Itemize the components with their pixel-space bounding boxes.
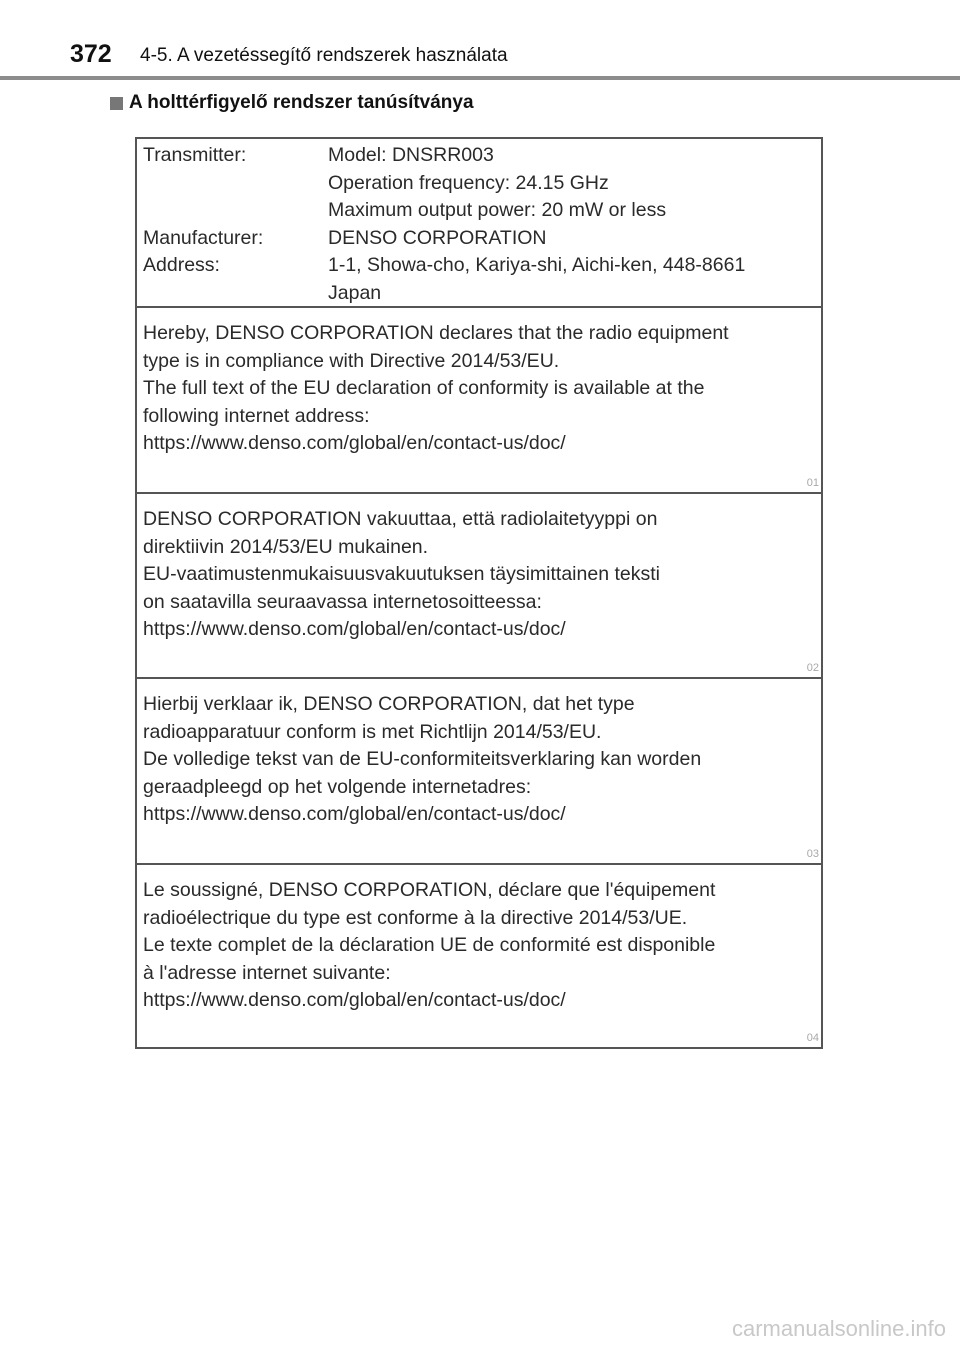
page-number: 372	[70, 40, 112, 68]
declaration-line: https://www.denso.com/global/en/contact-us/doc/	[143, 618, 566, 640]
info-label	[137, 280, 328, 308]
declaration-line: Le soussigné, DENSO CORPORATION, déclare que l'équipement	[143, 879, 716, 901]
declaration-line: DENSO CORPORATION vakuuttaa, että radiolaitetyyppi on	[143, 508, 658, 530]
info-value: 1-1, Showa-cho, Kariya-shi, Aichi-ken, 448-8661	[328, 254, 746, 276]
header-divider	[0, 76, 960, 80]
declaration-line: De volledige tekst van de EU-conformiteitsverklaring kan worden	[143, 748, 702, 770]
info-row	[137, 225, 821, 253]
section-title: A holttérfigyelő rendszer tanúsítványa	[129, 92, 474, 113]
info-value: Japan	[328, 281, 382, 304]
section-heading	[110, 92, 474, 114]
section-code: 02	[806, 662, 819, 674]
declaration-french	[137, 865, 821, 1047]
declaration-text	[137, 679, 821, 829]
declaration-text	[137, 494, 821, 644]
declaration-line: radioapparatuur conform is met Richtlijn 2014/53/EU.	[143, 720, 602, 743]
declaration-line: on saatavilla seuraavassa internetosoitteessa:	[143, 590, 542, 613]
declaration-line: https://www.denso.com/global/en/contact-us/doc/	[143, 432, 566, 454]
declaration-text	[137, 308, 821, 458]
declaration-line: https://www.denso.com/global/en/contact-us/doc/	[143, 989, 566, 1011]
info-row	[137, 142, 821, 170]
declaration-dutch	[137, 679, 821, 865]
info-label	[137, 170, 328, 198]
square-bullet-icon	[110, 97, 123, 110]
declaration-line: Hierbij verklaar ik, DENSO CORPORATION, dat het type	[143, 693, 635, 715]
watermark: carmanualsonline.info	[731, 1316, 946, 1341]
declaration-line: following internet address:	[143, 404, 370, 427]
declaration-text	[137, 865, 821, 1015]
declaration-line: Le texte complet de la déclaration UE de conformité est disponible	[143, 934, 716, 956]
section-code: 01	[806, 477, 819, 489]
info-value: Model: DNSRR003	[328, 144, 494, 166]
declaration-line: EU-vaatimustenmukaisuusvakuutuksen täysimittainen teksti	[143, 563, 660, 585]
section-code: 04	[806, 1032, 819, 1044]
info-label: Manufacturer:	[143, 226, 264, 249]
declaration-english	[137, 308, 821, 494]
declaration-line: https://www.denso.com/global/en/contact-us/doc/	[143, 803, 566, 825]
declaration-line: The full text of the EU declaration of conformity is available at the	[143, 377, 705, 399]
declaration-line: direktiivin 2014/53/EU mukainen.	[143, 535, 429, 558]
transmitter-info	[137, 139, 821, 308]
declaration-line: à l'adresse internet suivante:	[143, 961, 391, 984]
info-value: Operation frequency: 24.15 GHz	[328, 171, 609, 194]
declaration-line: radioélectrique du type est conforme à la directive 2014/53/UE.	[143, 906, 688, 929]
declaration-line: type is in compliance with Directive 2014/53/EU.	[143, 349, 560, 372]
page-header	[0, 0, 960, 80]
chapter-title: 4-5. A vezetéssegítő rendszerek használata	[140, 45, 508, 66]
info-row	[137, 280, 821, 308]
info-label: Address:	[143, 254, 220, 276]
info-row	[137, 252, 821, 280]
declaration-line: Hereby, DENSO CORPORATION declares that the radio equipment	[143, 322, 729, 344]
section-code: 03	[806, 848, 819, 860]
info-label: Transmitter:	[143, 144, 247, 166]
certificate-box	[135, 137, 823, 1049]
info-value: DENSO CORPORATION	[328, 226, 547, 249]
info-label	[137, 197, 328, 225]
info-row	[137, 197, 821, 225]
info-value: Maximum output power: 20 mW or less	[328, 199, 667, 221]
declaration-finnish	[137, 494, 821, 679]
info-row	[137, 170, 821, 198]
declaration-line: geraadpleegd op het volgende internetadres:	[143, 775, 532, 798]
